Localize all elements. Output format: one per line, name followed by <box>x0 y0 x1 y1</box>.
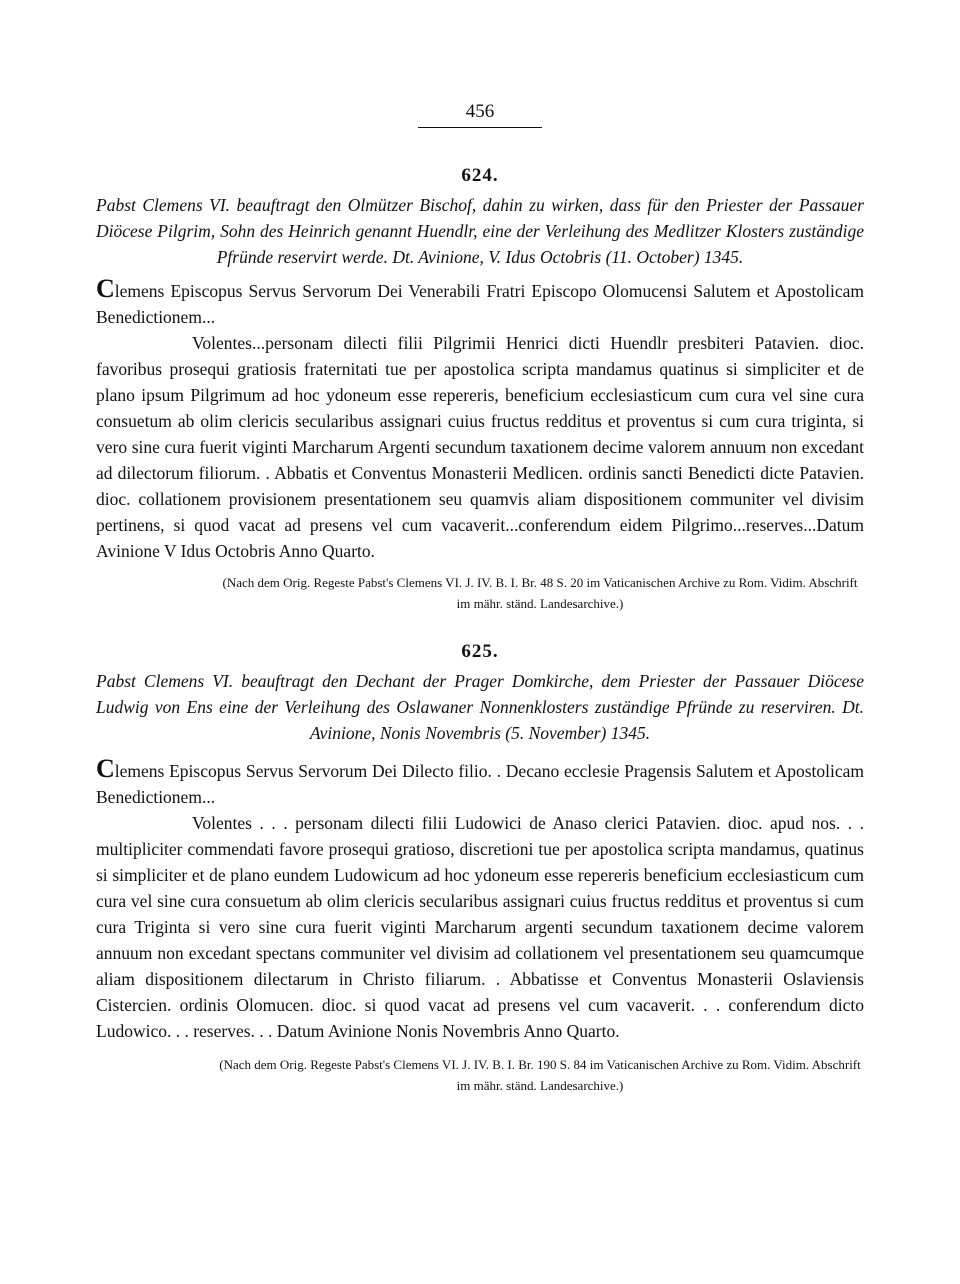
entry-summary <box>96 192 864 270</box>
entry-text: Volentes...personam dilecti filii Pilgrimii Henrici dicti Huendlr presbiteri Patavien. dioc. favoribus prosequi gratiosis fraternitati tue per apostolica scripta mandamus quatinus si simpliciter et de plano ipsum Pilgrimum ad hoc ydoneum esse repereris, beneficium ecclesiasticum cum cura vel sine cura consuetum ab olim clericis secularibus assignari cuius fructus redditus et proventus si cum cura triginta, si vero sine cura fuerit viginti Marcharum Argenti secundum taxationem decime valorem annuum non excedant ad dilectorum filiorum. . Abbatis et Conventus Monasterii Medlicen. ordinis sancti Benedicti dicte Patavien. dioc. collationem provisionem presentationem seu quamvis aliam dispositionem communiter vel divisim pertinens, si quod vacat ad presens vel cum vacaverit...conferendum eidem Pilgrimo...reserves...Datum Avinione V Idus Octobris Anno Quarto. <box>96 333 864 561</box>
entry-opening: Clemens Episcopus Servus Servorum Dei Dilecto filio. . Decano ecclesie Pragensis Salutem et Apostolicam Benedictionem... <box>96 754 864 807</box>
entry-summary <box>96 668 864 746</box>
document-entry <box>96 640 864 1096</box>
page-number: 456 <box>465 101 495 122</box>
entry-number: 624. <box>461 165 499 186</box>
entry-body <box>96 276 864 564</box>
entry-body <box>96 756 864 1044</box>
entry-source-note: (Nach dem Orig. Regeste Pabst's Clemens VI. J. IV. B. I. Br. 190 S. 84 im Vaticanischen Archive zu Rom. Vidim. Abschrift im mähr. ständ. Landesarchive.) <box>219 1057 861 1093</box>
page-number-rule <box>418 127 542 128</box>
entry-summary-date: Dt. Avinione, Nonis Novembris (5. November) 1345. <box>309 697 864 743</box>
entry-summary-text: Pabst Clemens VI. beauftragt den Olmützer Bischof, dahin zu wirken, dass für den Priester der Passauer Diöcese Pilgrim, Sohn des Heinrich genannt Huendlr, eine der Verleihung des Medlitzer Klosters zuständige Pfründe reservirt werde. <box>96 195 864 267</box>
document-page <box>96 100 864 1096</box>
entry-source-note: (Nach dem Orig. Regeste Pabst's Clemens VI. J. IV. B. I. Br. 48 S. 20 im Vaticanischen Archive zu Rom. Vidim. Abschrift im mähr. ständ. Landesarchive.) <box>222 575 858 611</box>
document-entry <box>96 164 864 614</box>
entry-summary-text: Pabst Clemens VI. beauftragt den Dechant der Prager Domkirche, dem Priester der Passauer Diöcese Ludwig von Ens eine der Verleihung des Oslawaner Nonnenklosters zuständige Pfründe zu reserviren. <box>96 671 864 717</box>
entry-summary-date: Dt. Avinione, V. Idus Octobris (11. October) 1345. <box>392 247 744 267</box>
entry-text: Volentes . . . personam dilecti filii Ludowici de Anaso clerici Patavien. dioc. apud nos. . . multipliciter commendati favore prosequi gratioso, discretioni tue per apostolica scripta mandamus, quatinus si simpliciter et de plano eundem Ludowicum ad hoc ydoneum esse repereris beneficium ecclesiasticum cum cura vel sine cura consuetum ab olim clericis secularibus assignari cuius fructus redditus et proventus si cum cura Triginta si vero sine cura fuerit viginti Marcharum argenti secundum taxationem decime valorem annuum non excedant spectans communiter vel divisim ad collationem vel presentationem seu quamcumque aliam dispositionem dilectarum in Christo filiarum. . Abbatisse et Conventus Monasterii Oslaviensis Cistercien. ordinis Olomucen. dioc. si quod vacat ad presens vel cum vacaverit. . . conferendum dicto Ludowico. . . reserves. . . Datum Avinione Nonis Novembris Anno Quarto. <box>96 813 864 1041</box>
entry-opening: Clemens Episcopus Servus Servorum Dei Venerabili Fratri Episcopo Olomucensi Salutem et Apostolicam Benedictionem... <box>96 274 864 327</box>
entry-number: 625. <box>461 641 499 662</box>
